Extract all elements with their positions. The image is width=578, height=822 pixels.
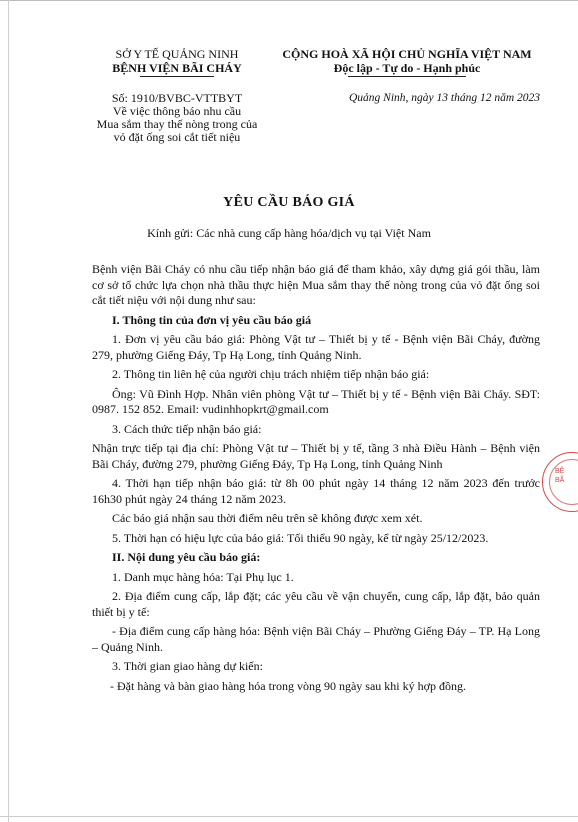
page-top-edge xyxy=(0,0,578,1)
section1-item2-detail: Ông: Vũ Đình Hợp. Nhân viên phòng Vật tư – Thiết bị y tế - Bệnh viện Bãi Cháy. SĐT: 0987. 152 852. Email: vudinhhopkrt@gmail.com xyxy=(92,386,540,416)
section1-item1: 1. Đơn vị yêu cầu báo giá: Phòng Vật tư – Thiết bị y tế - Bệnh viện Bãi Cháy, đường 279, phường Giếng Đáy, Tp Hạ Long, tỉnh Quảng Ninh. xyxy=(92,332,540,362)
subject-line-3: vỏ đặt ống soi cắt tiết niệu xyxy=(113,130,241,144)
motto: Độc lập - Tự do - Hạnh phúc xyxy=(333,61,481,75)
stamp-line-2: BÃ xyxy=(555,477,565,484)
section2-item2: 2. Địa điểm cung cấp, lắp đặt; các yêu cầu về vận chuyển, cung cấp, lắp đặt, bảo quản thiết bị y tế: xyxy=(92,589,540,619)
motto-underline xyxy=(348,76,466,77)
header-left xyxy=(60,47,294,77)
section1-item5: 5. Thời hạn có hiệu lực của báo giá: Tối thiểu 90 ngày, kể từ ngày 25/12/2023. xyxy=(112,530,489,545)
subject-line-2: Mua sắm thay thế nòng trong của xyxy=(96,117,258,131)
page-bottom-edge xyxy=(0,816,578,817)
header-right xyxy=(262,47,552,77)
section1-item4-note: Các báo giá nhận sau thời điểm nêu trên sẽ không được xem xét. xyxy=(112,511,423,525)
section1-item2: 2. Thông tin liên hệ của người chịu trách nhiệm tiếp nhận báo giá: xyxy=(112,367,430,381)
section2-item3: 3. Thời gian giao hàng dự kiến: xyxy=(112,659,263,673)
section1-item3-detail: Nhận trực tiếp tại địa chỉ: Phòng Vật tư – Thiết bị y tế, tầng 3 nhà Điều Hành – Bệnh viện Bãi Cháy, đường 279, phường Giếng Đáy, Tp Hạ Long, tỉnh Quảng Ninh xyxy=(92,441,540,471)
section1-item3: 3. Cách thức tiếp nhận báo giá: xyxy=(112,421,262,436)
org-name: SỞ Y TẾ QUẢNG NINH xyxy=(115,47,239,61)
intro-paragraph: Bệnh viện Bãi Cháy có nhu cầu tiếp nhận báo giá để tham khảo, xây dựng giá gói thầu, làm cơ sở tổ chức lựa chọn nhà thầu thực hiện Mua sắm thay thế nòng trong của vỏ đặt ống soi cắt tiết niệu với nội dung như sau: xyxy=(92,262,540,307)
document-number-block xyxy=(60,92,294,144)
greeting: Kính gửi: Các nhà cung cấp hàng hóa/dịch vụ tại Việt Nam xyxy=(147,226,431,240)
section1-heading: I. Thông tin của đơn vị yêu cầu báo giá xyxy=(112,312,312,327)
page-left-edge xyxy=(8,0,9,822)
document-body xyxy=(92,262,540,698)
stamp-text xyxy=(555,467,564,485)
section2-heading: II. Nội dung yêu cầu báo giá: xyxy=(112,550,261,564)
document-number: Số: 1910/BVBC-VTTBYT xyxy=(111,91,243,105)
nation-name: CỘNG HOÀ XÃ HỘI CHỦ NGHĨA VIỆT NAM xyxy=(282,47,532,61)
section1-item4: 4. Thời hạn tiếp nhận báo giá: từ 8h 00 phút ngày 14 tháng 12 năm 2023 đến trước 16h30 phút ngày 24 tháng 12 năm 2023. xyxy=(92,476,540,506)
stamp-line-1: BỆ xyxy=(555,468,565,475)
section2-item1: 1. Danh mục hàng hóa: Tại Phụ lục 1. xyxy=(112,569,294,584)
unit-underline xyxy=(140,76,214,77)
subject-line-1: Về việc thông báo nhu cầu xyxy=(112,104,242,118)
document-title: YÊU CẦU BÁO GIÁ xyxy=(223,195,355,210)
document-date: Quảng Ninh, ngày 13 tháng 12 năm 2023 xyxy=(348,92,540,104)
unit-name: BỆNH VIỆN BÃI CHÁY xyxy=(112,61,242,75)
red-seal-stamp xyxy=(542,452,578,512)
section2-item2-detail: - Địa điểm cung cấp hàng hóa: Bệnh viện Bãi Cháy – Phường Giếng Đáy – TP. Hạ Long – Quảng Ninh. xyxy=(92,624,540,654)
section2-item3-detail: - Đặt hàng và bàn giao hàng hóa trong vòng 90 ngày sau khi ký hợp đồng. xyxy=(110,678,466,693)
